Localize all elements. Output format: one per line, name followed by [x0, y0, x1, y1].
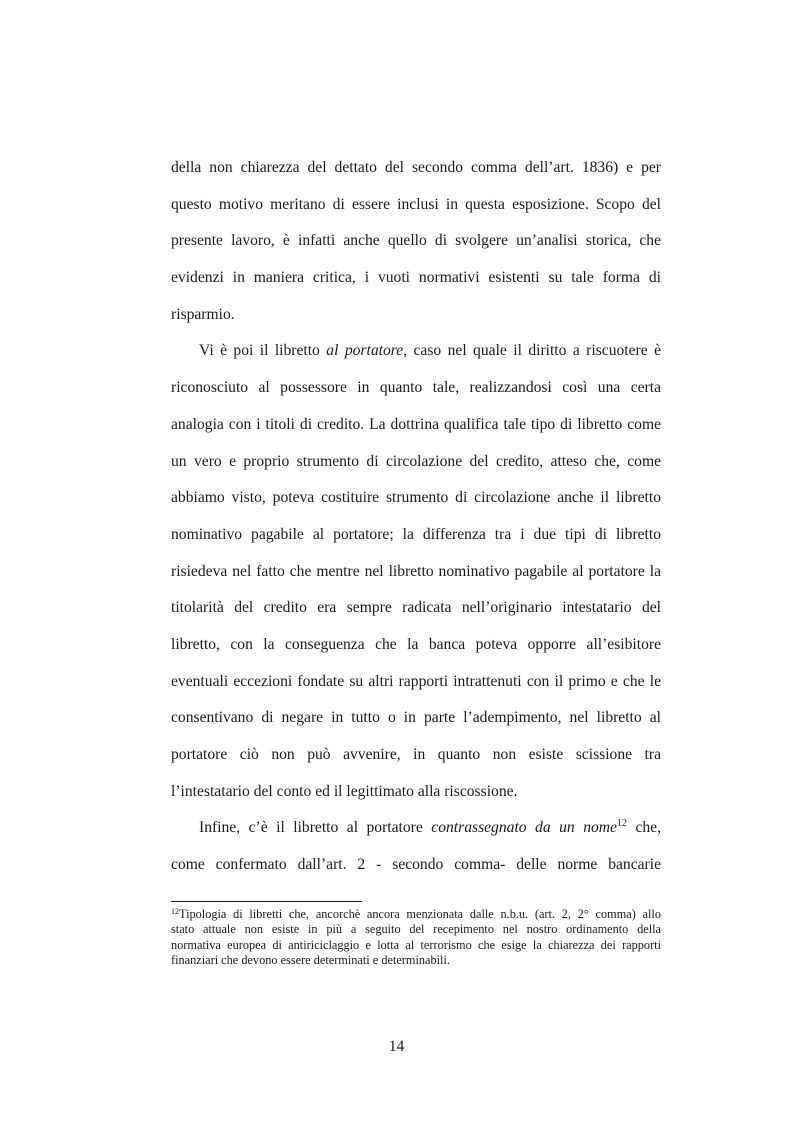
- text-line: consentivano di negare in tutto o in parte l’adempimento, nel libretto al: [171, 709, 661, 727]
- text-line: un vero e proprio strumento di circolazione del credito, atteso che, come: [171, 452, 661, 470]
- footnote-line: stato attuale non esiste in più a seguito del recepimento nel nostro ordinamento della: [171, 922, 661, 937]
- text-line: della non chiarezza del dettato del secondo comma dell’art. 1836) e per: [171, 159, 661, 176]
- text-line: nominativo pagabile al portatore; la differenza tra i due tipi di libretto: [171, 525, 661, 543]
- footnote: [171, 907, 661, 968]
- emphasis-term: al portatore,: [326, 342, 408, 360]
- text-line: questo motivo meritano di essere inclusi in questa esposizione. Scopo del: [171, 195, 661, 213]
- footnote-reference[interactable]: 12: [616, 818, 627, 830]
- body-text: [171, 150, 661, 884]
- text-line: come confermato dall’art. 2 - secondo comma- delle norme bancarie: [171, 856, 661, 874]
- paragraph-first-line: Infine, c’è il libretto al portatore contrassegnato da un nome$^{12}$ che,: [199, 818, 662, 837]
- text-line: analogia con i titoli di credito. La dottrina qualifica tale tipo di libretto come: [171, 415, 661, 433]
- footnote-marker: 12: [171, 907, 179, 916]
- text-line: risiedeva nel fatto che mentre nel libretto nominativo pagabile al portatore la: [171, 562, 661, 580]
- text-line: portatore ciò non può avvenire, in quanto non esiste scissione tra: [171, 746, 661, 763]
- page-number: 14: [388, 1038, 405, 1055]
- text-line: eventuali eccezioni fondate su altri rapporti intrattenuti con il primo e che le: [171, 672, 661, 690]
- text-line: risparmio.: [171, 305, 235, 323]
- footnote-line: finanziari che devono essere determinati e determinabili.: [171, 952, 450, 967]
- footnote-separator: [171, 901, 362, 902]
- footnote-line: $^{12}$Tipologia di libretti che, ancorchè ancora menzionata dalle n.b.u. (art. 2, 2° comma) allo: [171, 907, 661, 921]
- emphasis-term: contrassegnato da un nome: [431, 819, 617, 837]
- text-line: presente lavoro, è infatti anche quello di svolgere un’analisi storica, che: [171, 232, 661, 250]
- paragraph-first-line: Vi è poi il libretto al portatore, caso nel quale il diritto a riscuotere è: [199, 342, 661, 360]
- text-line: riconosciuto al possessore in quanto tale, realizzandosi così una certa: [171, 379, 661, 397]
- text-line: l’intestatario del conto ed il legittimato alla riscossione.: [171, 782, 518, 800]
- text-line: libretto, con la conseguenza che la banca poteva opporre all’esibitore: [171, 635, 661, 653]
- text-line: abbiamo visto, poteva costituire strumento di circolazione anche il libretto: [171, 489, 661, 507]
- footnote-line: normativa europea di antiriciclaggio e lotta al terrorismo che esige la chiarezza dei rapporti: [171, 937, 661, 952]
- text-line: evidenzi in maniera critica, i vuoti normativi esistenti su tale forma di: [171, 269, 661, 287]
- text-line: titolarità del credito era sempre radicata nell’originario intestatario del: [171, 599, 661, 617]
